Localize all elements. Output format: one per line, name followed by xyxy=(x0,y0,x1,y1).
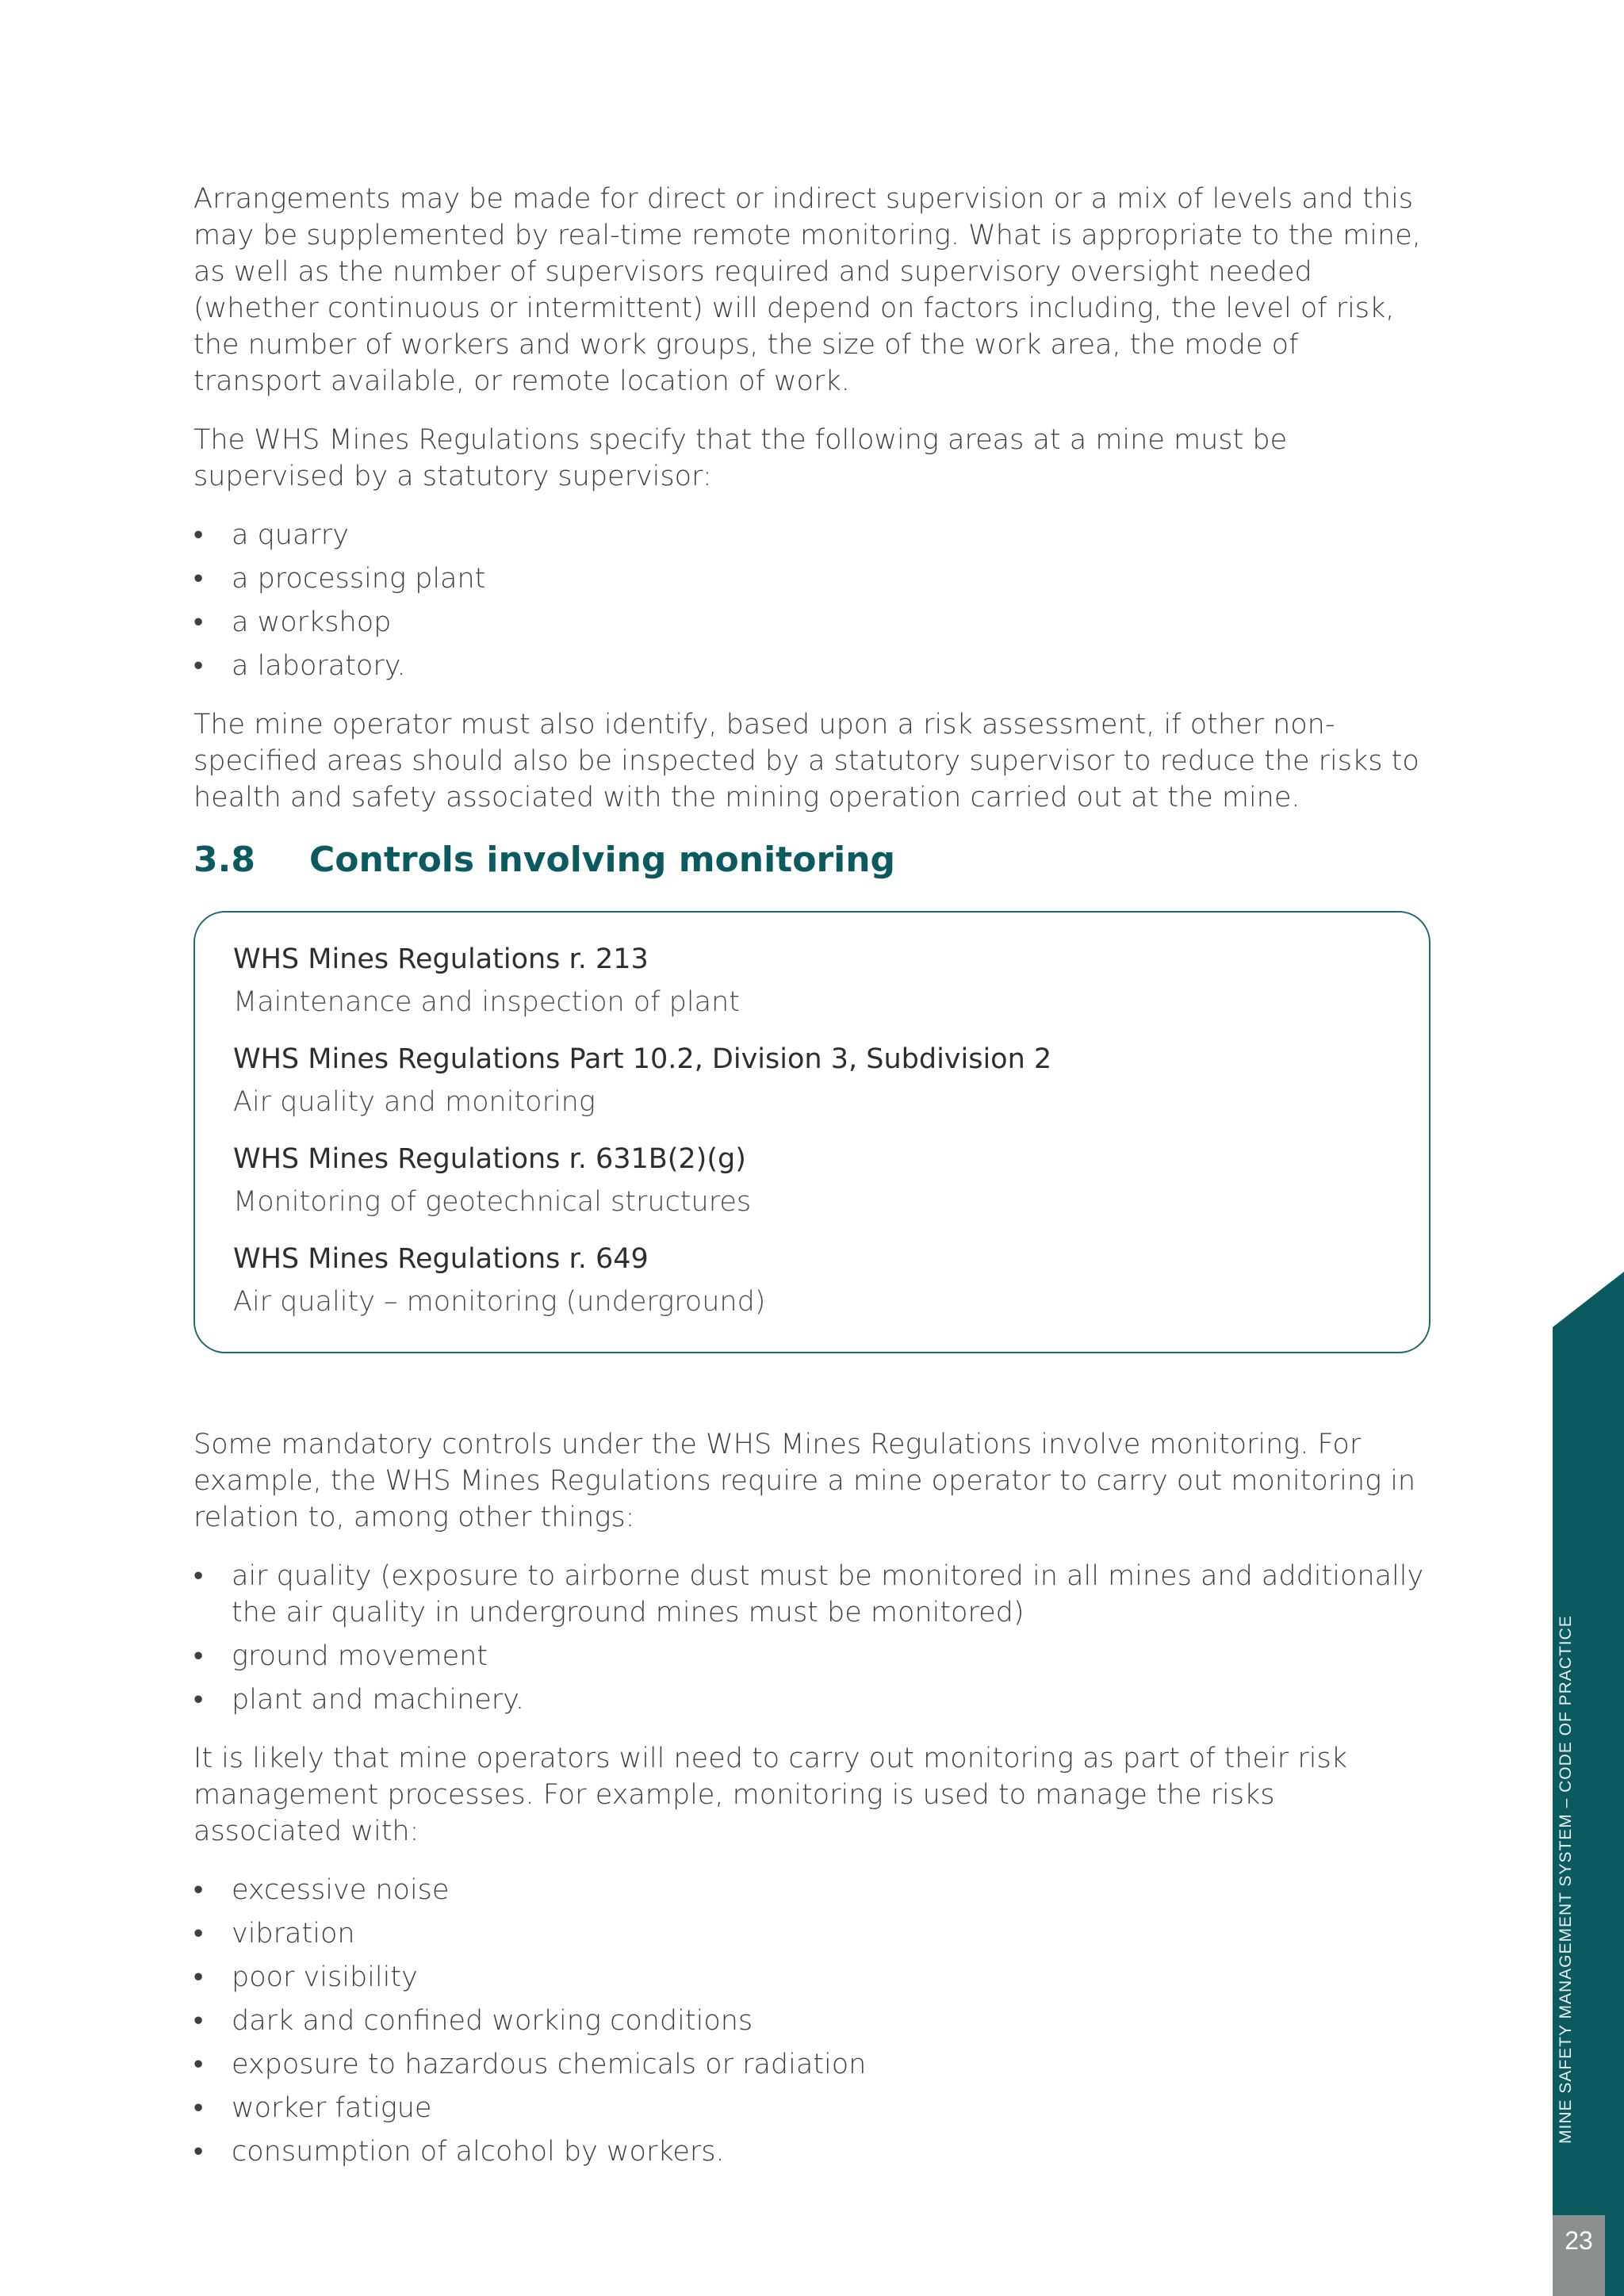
bullet: • xyxy=(193,2049,204,2080)
regulation-item xyxy=(233,1141,1391,1220)
intro-paragraph-1: Arrangements may be made for direct or indirect supervision or a mix of levels and this may be supplemented by real-time remote monitoring. What is appropriate to the mine, as well as the number of supervisors required and supervisory oversight needed (whether continuous or intermittent) will depend on factors including, the level of risk, the number of workers and work groups, the size of the work area, the mode of transport available, or remote location of work. xyxy=(193,183,1421,397)
document-title-vertical xyxy=(1557,2064,1576,2144)
bullet: • xyxy=(193,519,204,551)
list-item: • vibration xyxy=(193,1915,1431,1952)
regulation-title: WHS Mines Regulations r. 213 xyxy=(233,943,649,975)
bullet: • xyxy=(193,2005,204,2037)
risk-list xyxy=(193,1872,1431,2170)
section-heading xyxy=(193,838,1431,882)
risk-paragraph: It is likely that mine operators will need to carry out monitoring as part of their risk management processes. For example, monitoring is used to manage the risks associated with: xyxy=(193,1743,1347,1847)
bullet: • xyxy=(193,1918,204,1950)
page-content xyxy=(193,181,1431,2192)
page-number-box xyxy=(1553,2215,1605,2296)
regulation-description: Monitoring of geotechnical structures xyxy=(233,1186,752,1218)
side-tab xyxy=(1553,1272,1624,2296)
bullet: • xyxy=(193,1961,204,1993)
list-item: • worker fatigue xyxy=(193,2090,1431,2126)
list-item: • exposure to hazardous chemicals or radiation xyxy=(193,2046,1431,2083)
regulation-description: Air quality – monitoring (underground) xyxy=(233,1286,766,1318)
regulations-box xyxy=(193,911,1431,1353)
regulation-item xyxy=(233,941,1391,1020)
list-item: • consumption of alcohol by workers. xyxy=(193,2133,1431,2170)
section-number: 3.8 xyxy=(193,840,255,880)
list-item: • a quarry xyxy=(193,517,1431,553)
section-title: Controls involving monitoring xyxy=(309,840,896,880)
bullet: • xyxy=(193,2092,204,2124)
regulation-title: WHS Mines Regulations Part 10.2, Division 3, Subdivision 2 xyxy=(233,1043,1052,1075)
bullet: • xyxy=(193,1684,204,1716)
regulation-title: WHS Mines Regulations r. 631B(2)(g) xyxy=(233,1143,746,1175)
bullet: • xyxy=(193,650,204,682)
list-item: • air quality (exposure to airborne dust must be monitored in all mines and additionally the air quality in underground mines must be monitored) xyxy=(193,1558,1431,1631)
regulation-title: WHS Mines Regulations r. 649 xyxy=(233,1243,649,1275)
regulation-description: Air quality and monitoring xyxy=(233,1086,596,1118)
bullet: • xyxy=(193,2136,204,2168)
after-areas-paragraph: The mine operator must also identify, based upon a risk assessment, if other non-specified areas should also be inspected by a statutory supervisor to reduce the risks to health and safety associated with the mining operation carried out at the mine. xyxy=(193,709,1419,813)
list-item: • excessive noise xyxy=(193,1872,1431,1908)
list-item: • ground movement xyxy=(193,1638,1431,1674)
monitoring-paragraph: Some mandatory controls under the WHS Mines Regulations involve monitoring. For example, the WHS Mines Regulations require a mine operator to carry out monitoring in relation to, among other things: xyxy=(193,1429,1416,1533)
list-item: • poor visibility xyxy=(193,1959,1431,1996)
bullet: • xyxy=(193,1874,204,1906)
list-item: • a workshop xyxy=(193,604,1431,641)
bullet: • xyxy=(193,1560,204,1592)
list-item: • a processing plant xyxy=(193,561,1431,597)
monitoring-list xyxy=(193,1558,1431,1718)
bullet: • xyxy=(193,1640,204,1672)
bullet: • xyxy=(193,563,204,595)
regulation-item xyxy=(233,1241,1391,1320)
list-item: • plant and machinery. xyxy=(193,1682,1431,1718)
list-item: • dark and confined working conditions xyxy=(193,2003,1431,2039)
bullet: • xyxy=(193,607,204,638)
regulation-item xyxy=(233,1041,1391,1120)
list-item: • a laboratory. xyxy=(193,648,1431,684)
regulation-description: Maintenance and inspection of plant xyxy=(233,986,740,1018)
page-number: 23 xyxy=(1565,2226,1593,2255)
intro-paragraph-2: The WHS Mines Regulations specify that the following areas at a mine must be supervised by a statutory supervisor: xyxy=(193,424,1288,492)
supervised-areas-list xyxy=(193,517,1431,684)
